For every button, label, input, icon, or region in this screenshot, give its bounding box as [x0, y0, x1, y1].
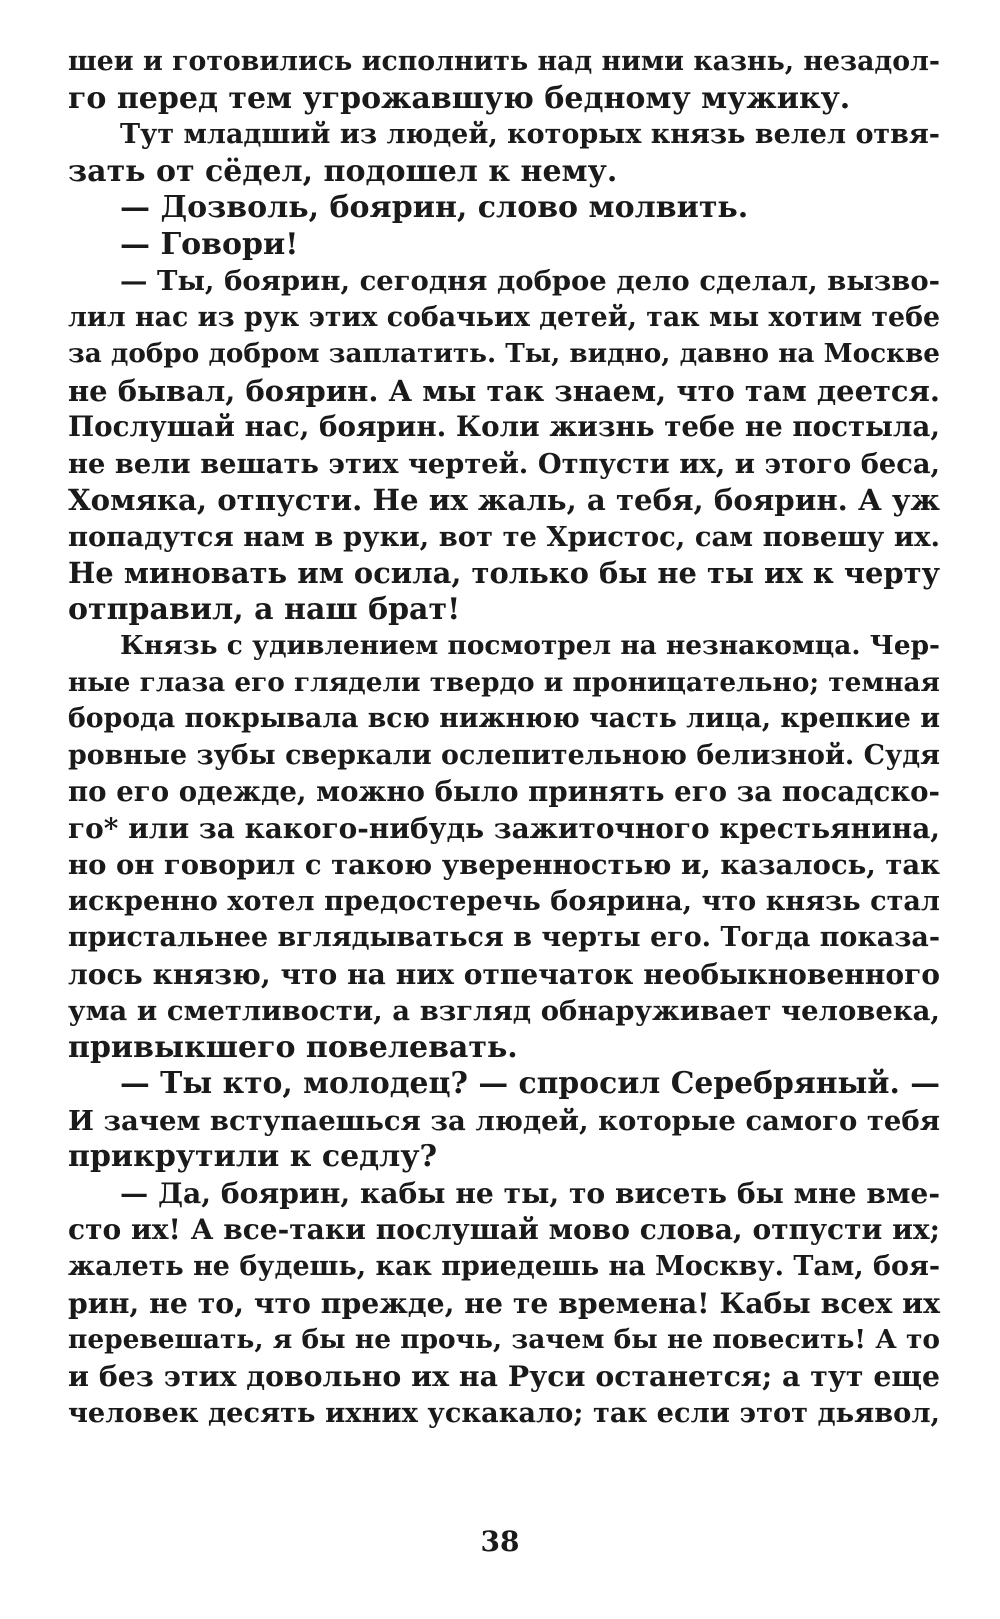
text-line: человек десять ихних ускакало; так если этот дьявол,	[68, 1396, 940, 1429]
text-line: ные глаза его глядели твердо и проницательно; темная	[68, 666, 940, 698]
text-line: пристальнее вглядываться в черты его. Тогда показа-	[68, 922, 940, 953]
text-line: прикрутили к седлу?	[68, 1139, 438, 1174]
text-line: го* или за какого-нибудь зажиточного крестьянина,	[68, 811, 940, 845]
text-line: жалеть не будешь, как приедешь на Москву. Там, боя-	[68, 1250, 940, 1282]
text-line: — Говори!	[120, 226, 299, 262]
text-line: борода покрывала всю нижнюю часть лица, крепкие и	[68, 703, 940, 734]
text-line: попадутся нам в руки, вот те Христос, сам повешу их.	[68, 520, 940, 553]
text-line: не бывал, боярин. А мы так знаем, что там деется.	[68, 373, 940, 408]
text-line: зать от сёдел, подошел к нему.	[68, 153, 618, 189]
text-line: рин, не то, что прежде, не те времена! Кабы всех их	[68, 1286, 940, 1320]
text-line: Князь с удивлением посмотрел на незнакомца. Чер-	[120, 630, 940, 661]
text-line: сто их! А все-таки послушай мово слова, отпусти их;	[68, 1213, 940, 1246]
text-line: за добро добром заплатить. Ты, видно, давно на Москве	[68, 338, 940, 369]
text-line: ума и сметливости, а взгляд обнаруживает человека,	[68, 995, 940, 1027]
text-line: — Дозволь, боярин, слово молвить.	[120, 190, 749, 225]
text-line: — Ты кто, молодец? — спросил Серебряный. —	[120, 1066, 940, 1101]
text-line: и без этих довольно их на Руси останется; а тут еще	[68, 1359, 940, 1393]
text-line: но он говорил с такою уверенностью и, казалось, так	[68, 849, 940, 881]
text-line: Не миновать им осила, только бы не ты их к черту	[68, 556, 940, 590]
text-line: Послушай нас, боярин. Коли жизнь тебе не постыла,	[68, 410, 940, 443]
text-line: И зачем вступаешься за людей, которые самого тебя	[68, 1104, 940, 1137]
text-line: шеи и готовились исполнить над ними казнь, незадол-	[68, 46, 940, 77]
text-line: лил нас из рук этих собачьих детей, так мы хотим тебе	[68, 301, 940, 333]
text-line: привыкшего повелевать.	[68, 1029, 518, 1065]
text-line: не вели вешать этих чертей. Отпусти их, и этого беса,	[68, 447, 940, 480]
body-text	[68, 44, 940, 1431]
text-line: — Ты, боярин, сегодня доброе дело сделал, вызво-	[120, 265, 940, 297]
text-line: ровные зубы сверкали ослепительною белизной. Судя	[68, 739, 940, 771]
page-number: 38	[480, 1525, 520, 1558]
text-line: го перед тем угрожавшую бедному мужику.	[68, 80, 851, 116]
text-line: искренно хотел предостеречь боярина, что князь стал	[68, 885, 940, 917]
text-line: Хомяка, отпусти. Не их жаль, а тебя, боярин. А уж	[68, 483, 940, 517]
text-line: отправил, а наш брат!	[68, 591, 461, 627]
text-line: Тут младший из людей, которых князь велел отвя-	[120, 119, 940, 150]
text-line: лось князю, что на них отпечаток необыкновенного	[68, 957, 940, 991]
text-line: — Да, боярин, кабы не ты, то висеть бы мне вме-	[120, 1176, 940, 1210]
text-line: перевешать, я бы не прочь, зачем бы не повесить! А то	[68, 1323, 940, 1355]
text-line: по его одежде, можно было принять его за посадско-	[68, 775, 940, 808]
